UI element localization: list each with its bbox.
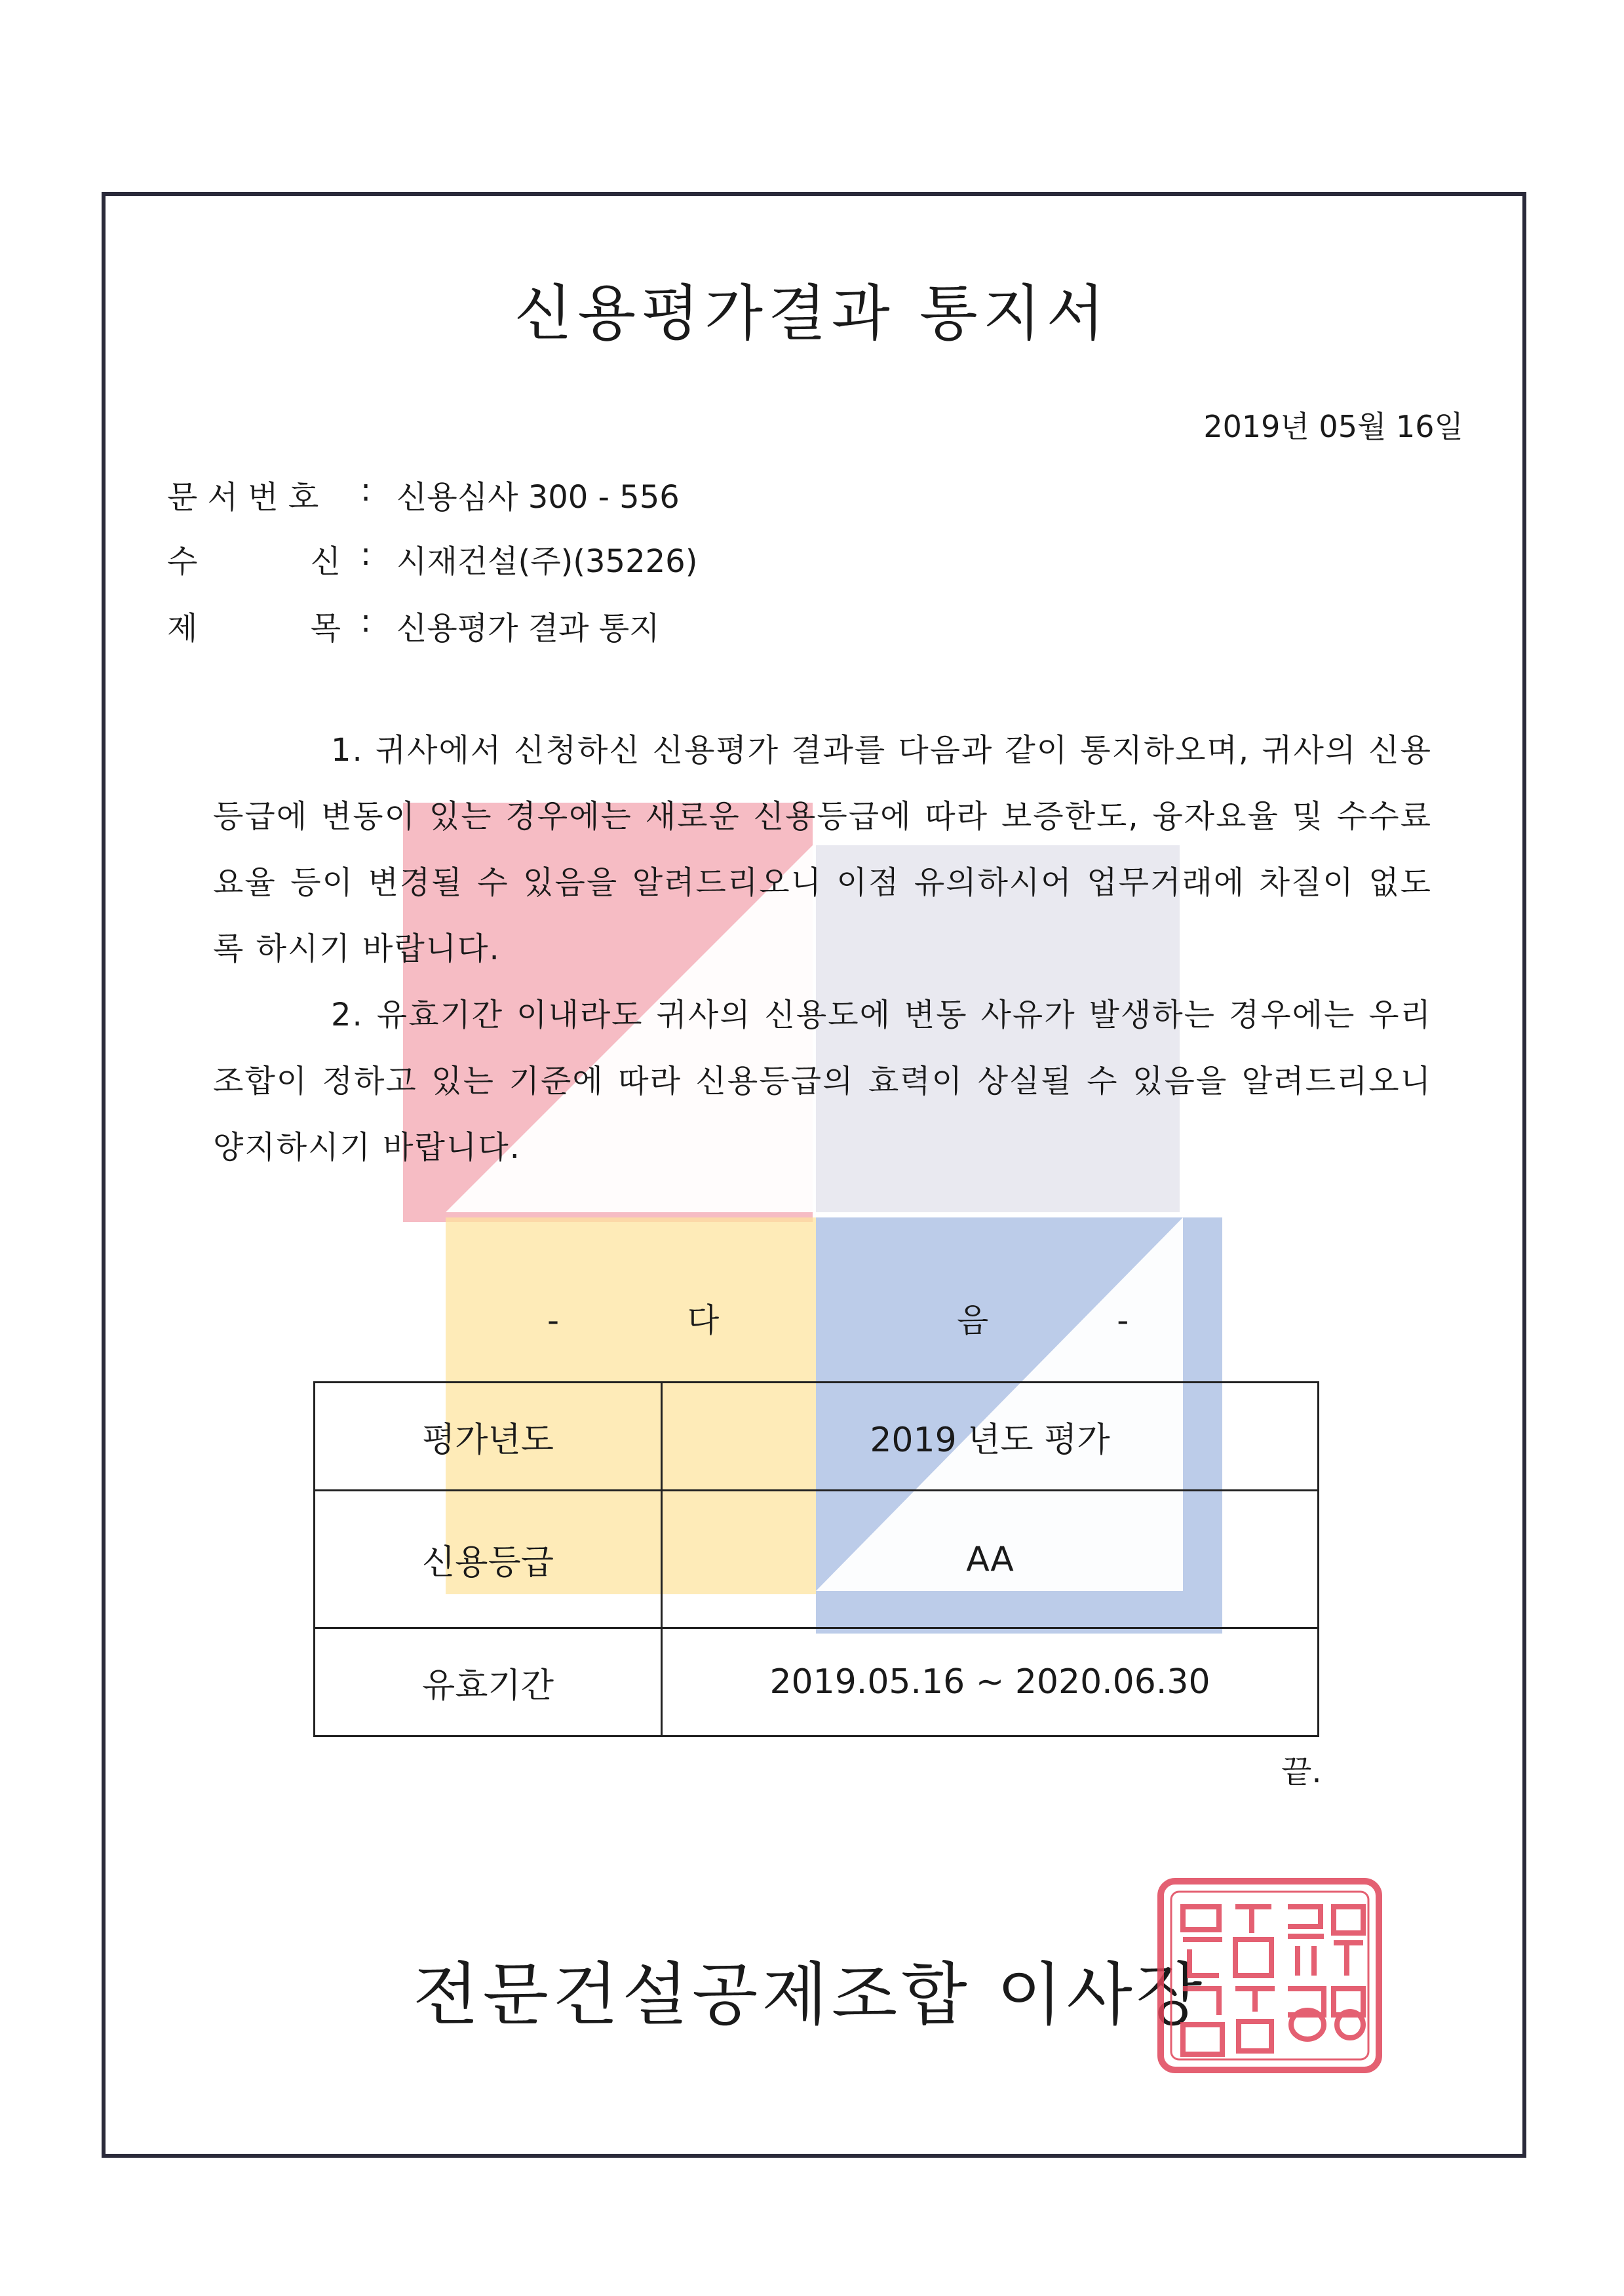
notice-heading-left: - 다 [547,1301,779,1339]
meta-key [167,603,360,648]
document-date: 2019년 05월 16일 [1203,409,1463,444]
meta-colon: : [360,603,372,640]
meta-colon: : [360,536,372,573]
meta-value: 신용평가 결과 통지 [396,610,660,647]
meta-key-char-2: 신 [310,543,341,580]
document-title: 신용평가결과 통지서 [514,278,1110,349]
meta-key-char-1: 제 [167,610,198,647]
table-label: 유효기간 [315,1628,662,1736]
meta-key: 문 서 번 호 [167,479,319,516]
table-value: 2019 년도 평가 [662,1383,1319,1491]
body-text [213,718,1432,1181]
issuer-name: 전문건설공제조합 이사장 [413,1955,1207,2035]
paragraph-1: 1. 귀사에서 신청하신 신용평가 결과를 다음과 같이 통지하오며, 귀사의 신용등급에 변동이 있는 경우에는 새로운 신용등급에 따라 보증한도, 융자요율 및 수수료 요율 등이 변경될 수 있음을 알려드리오니 이점 유의하시어 업무거래에 차질이 없도록 하시기 바랍니다. [213,732,1432,967]
table-row [315,1383,1319,1491]
meta-colon: : [360,472,372,508]
meta-value: 시재건설(주)(35226) [396,543,698,580]
meta-key-char-1: 수 [167,543,198,580]
result-table [313,1381,1319,1737]
table-row [315,1628,1319,1736]
meta-key [167,536,360,581]
meta-value: 신용심사 300 - 556 [396,479,680,516]
paragraph-2: 2. 유효기간 이내라도 귀사의 신용도에 변동 사유가 발생하는 경우에는 우리조합이 정하고 있는 기준에 따라 신용등급의 효력이 상실될 수 있음을 알려드리오니 양지하시기 바랍니다. [213,997,1432,1166]
table-label: 평가년도 [315,1383,662,1491]
meta-row-recipient [167,536,697,581]
table-row [315,1491,1319,1628]
end-mark: 끝. [1281,1753,1322,1790]
meta-row-doc-number [167,472,680,517]
meta-row-subject [167,603,659,648]
table-label: 신용등급 [315,1491,662,1628]
credit-grade-value: AA [662,1491,1319,1628]
official-seal-icon [1157,1877,1383,2074]
meta-key-char-2: 목 [310,610,341,647]
notice-heading-right: 음 - [957,1301,1188,1339]
table-value: 2019.05.16 ~ 2020.06.30 [662,1628,1319,1736]
